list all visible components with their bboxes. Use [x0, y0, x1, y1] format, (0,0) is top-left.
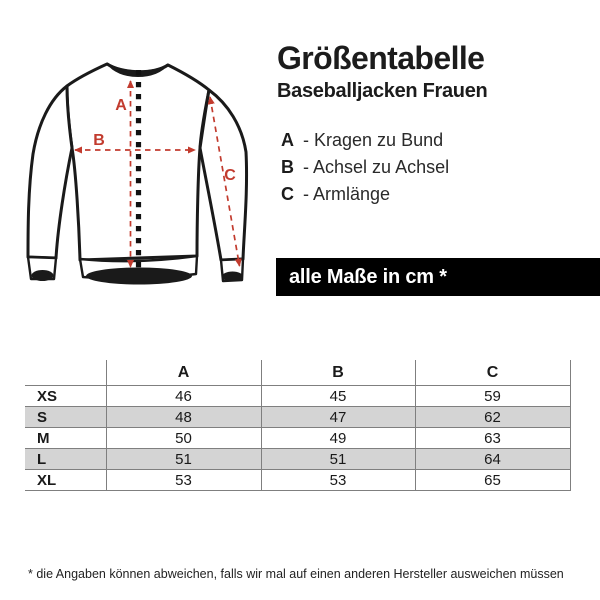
value-c: 63 [415, 428, 570, 449]
legend-item-c [281, 181, 449, 208]
value-c: 59 [415, 386, 570, 407]
legend-key: A [281, 130, 294, 150]
size-label: XS [25, 386, 106, 407]
legend-key: C [281, 184, 294, 204]
size-column-header-empty [25, 360, 106, 386]
value-a: 48 [106, 407, 261, 428]
measure-label-c: C [224, 167, 236, 184]
jacket-left-cuff-opening [32, 270, 54, 281]
value-b: 49 [261, 428, 415, 449]
value-b: 47 [261, 407, 415, 428]
size-label: S [25, 407, 106, 428]
table-row-xs [25, 386, 570, 407]
value-a: 51 [106, 449, 261, 470]
size-table [25, 360, 571, 491]
size-label: M [25, 428, 106, 449]
value-c: 64 [415, 449, 570, 470]
legend-item-a [281, 127, 449, 154]
table-row-m [25, 428, 570, 449]
table-row-s [25, 407, 570, 428]
legend-text: - Armlänge [303, 184, 391, 204]
size-table-header-row [25, 360, 570, 386]
jacket-left-sleeve [28, 86, 72, 258]
measure-label-a: A [115, 97, 127, 114]
value-a: 46 [106, 386, 261, 407]
value-a: 53 [106, 470, 261, 491]
size-label: L [25, 449, 106, 470]
value-c: 65 [415, 470, 570, 491]
jacket-hem-shadow [86, 268, 192, 285]
column-header-b: B [261, 360, 415, 386]
footnote: * die Angaben können abweichen, falls wir mal auf einen anderen Hersteller ausweichen müssen [28, 567, 564, 581]
jacket-right-cuff-opening [222, 272, 243, 282]
page-subtitle: Baseballjacken Frauen [277, 80, 488, 102]
measure-label-b: B [93, 132, 105, 149]
size-label: XL [25, 470, 106, 491]
value-b: 45 [261, 386, 415, 407]
value-b: 51 [261, 449, 415, 470]
column-header-c: C [415, 360, 570, 386]
table-row-xl [25, 470, 570, 491]
table-row-l [25, 449, 570, 470]
page-title: Größentabelle [277, 40, 485, 76]
value-c: 62 [415, 407, 570, 428]
measurement-legend [281, 127, 449, 208]
legend-text: - Achsel zu Achsel [303, 157, 450, 177]
legend-item-b [281, 154, 449, 181]
units-banner: alle Maße in cm * [276, 258, 600, 296]
value-b: 53 [261, 470, 415, 491]
legend-text: - Kragen zu Bund [303, 130, 444, 150]
jacket-diagram [15, 55, 265, 295]
legend-key: B [281, 157, 294, 177]
value-a: 50 [106, 428, 261, 449]
column-header-a: A [106, 360, 261, 386]
